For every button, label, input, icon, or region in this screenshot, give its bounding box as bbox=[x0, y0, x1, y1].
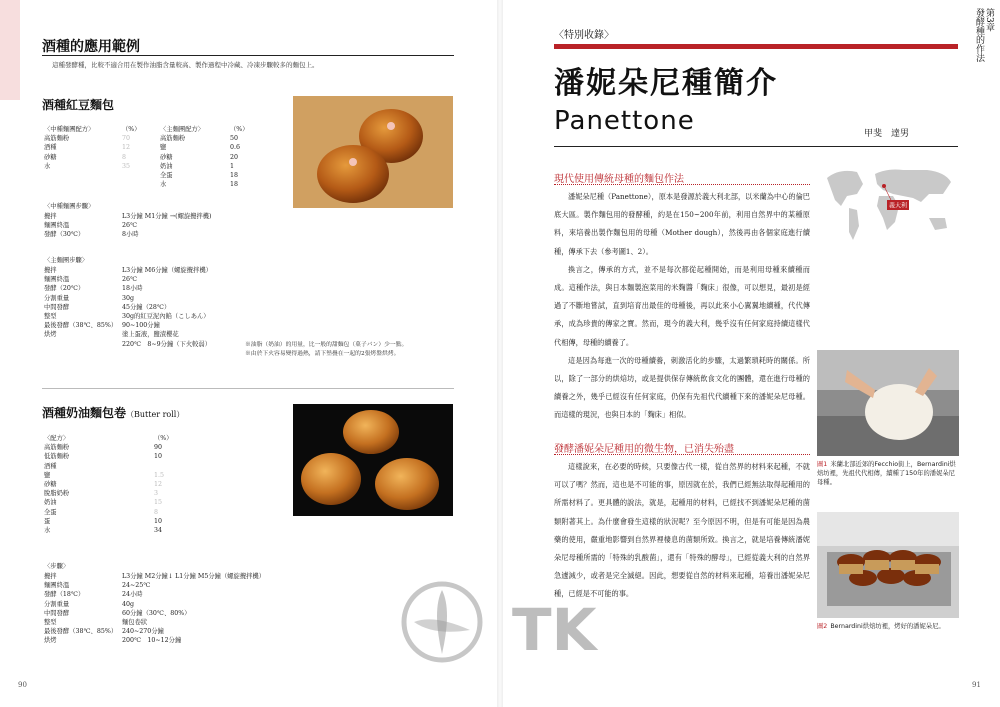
figure2-caption bbox=[817, 622, 959, 631]
recipe2-title bbox=[42, 404, 184, 421]
row-label: 〈中種麵團配方〉 bbox=[44, 126, 95, 133]
row-value: 40g bbox=[122, 600, 135, 608]
row-label: 高筋麵粉 bbox=[44, 135, 70, 143]
row-value: 12 bbox=[154, 481, 163, 489]
table-row bbox=[44, 212, 272, 221]
table-row bbox=[44, 609, 292, 618]
table-row bbox=[44, 340, 272, 349]
butter-roll-photo bbox=[293, 404, 453, 516]
divider bbox=[42, 388, 454, 389]
row-value: 45分鐘（28℃） bbox=[122, 303, 171, 311]
row-value bbox=[154, 462, 184, 471]
section1-underline bbox=[554, 184, 810, 185]
map-label-italy: 義大利 bbox=[888, 202, 908, 210]
row-label: 砂糖 bbox=[44, 153, 57, 161]
row-value: 60分鐘（30℃、80%） bbox=[122, 609, 191, 617]
row-value: 8小時 bbox=[122, 231, 139, 239]
row-value: L3分鐘 M2分鐘↓ L1分鐘 M5分鐘（螺旋攪拌機） bbox=[122, 573, 266, 580]
figure1-text: 米蘭北部近郊的Fecchio街上，Bernardini烘焙坊裡，先祖代代相傳，續種了150年的潘妮朵尼母種。 bbox=[817, 461, 956, 486]
table-row bbox=[44, 600, 292, 609]
row-value: 15 bbox=[154, 499, 163, 507]
table-row bbox=[44, 303, 272, 312]
recipe1-main-table bbox=[160, 125, 260, 189]
row-label: 中間發酵 bbox=[44, 303, 70, 311]
row-label: 麵團終溫 bbox=[44, 276, 70, 284]
red-bean-bun-photo bbox=[293, 96, 453, 208]
row-value: 10 bbox=[154, 453, 163, 461]
table-row bbox=[44, 134, 154, 143]
row-label: 〈主麵團配方〉 bbox=[160, 126, 205, 133]
row-value: L3分鐘 M1分鐘 →(螺旋攪拌機) bbox=[122, 213, 212, 220]
table-row bbox=[44, 627, 292, 636]
watermark-text: TK bbox=[512, 596, 597, 664]
table-row bbox=[44, 581, 292, 590]
row-label: 分割重量 bbox=[44, 294, 70, 302]
table-row bbox=[160, 153, 260, 162]
paragraph: 換言之，傳承的方式，並不是每次都從起種開始，而是利用母種來續種而成。這種作法，與日本麵製泡菜用的米麴醬「麴床」很像，可以想見，最初是經過了不斷地嘗試，直到培育出最佳的母種後，再以此來小心翼翼地續種，代代傳承，成為珍貴的傳家之寶。然而，現今的義大利，幾乎沒有任何家庭持續這樣代代相傳，母種的續養了。 bbox=[554, 264, 810, 347]
figure1-number: 圖1 bbox=[817, 461, 828, 468]
row-label: 攪拌 bbox=[44, 573, 57, 580]
figure2-number: 圖2 bbox=[817, 623, 828, 630]
row-value: 34 bbox=[154, 527, 163, 535]
row-label: 發酵（20℃） bbox=[44, 285, 85, 293]
row-label: 高筋麵粉 bbox=[160, 135, 186, 143]
row-label: 全蛋 bbox=[160, 172, 173, 180]
row-label: 水 bbox=[44, 162, 51, 170]
row-label: 奶油 bbox=[44, 499, 57, 507]
row-value: 10 bbox=[154, 517, 163, 525]
table-row bbox=[44, 312, 272, 321]
table-row bbox=[44, 275, 272, 284]
chapter-label bbox=[974, 8, 994, 62]
row-label: 攪拌 bbox=[44, 213, 57, 220]
row-label: 整型 bbox=[44, 313, 57, 321]
table-row bbox=[44, 636, 292, 645]
table-row bbox=[160, 125, 260, 134]
row-label: 分割重量 bbox=[44, 600, 70, 608]
recipe1-title: 酒種紅豆麵包 bbox=[42, 98, 115, 112]
row-value: （%） bbox=[154, 435, 173, 442]
row-label: 中間發酵 bbox=[44, 609, 70, 617]
paragraph: 潘妮朵尼種（Panettone），原本是發源於義大利北部，以米蘭為中心的倫巴底大區。製作麵包用的發酵種，約是在150~200年前，利用自然界中的某種原料，來培養出製作麵包用的母種（Mother dough），然後再由各個家庭進行續種，傳承下去（參考圖1、2）。 bbox=[554, 192, 810, 256]
row-value: （%） bbox=[230, 126, 249, 133]
tk-watermark-logo bbox=[400, 580, 620, 670]
row-value: 0.6 bbox=[230, 144, 241, 152]
chapter-number: 第3章 bbox=[984, 8, 994, 32]
row-label: 發酵（30℃） bbox=[44, 231, 85, 239]
row-value: 1.5 bbox=[154, 471, 165, 479]
recipe1-steps2-title: 〈主麵團步驟〉 bbox=[44, 257, 89, 264]
row-label: 酒種 bbox=[44, 144, 57, 152]
figure1-caption bbox=[817, 460, 959, 487]
table-row bbox=[44, 143, 154, 152]
row-value: 8 bbox=[122, 153, 127, 161]
table-row bbox=[44, 330, 272, 339]
row-value: 18小時 bbox=[122, 285, 143, 293]
table-row bbox=[44, 526, 194, 535]
table-row bbox=[44, 321, 272, 330]
row-value: 8 bbox=[154, 508, 159, 516]
table-row bbox=[44, 462, 194, 471]
table-row bbox=[44, 517, 194, 526]
section2-underline bbox=[554, 454, 810, 455]
row-label: 發酵（18℃） bbox=[44, 591, 85, 599]
table-row bbox=[44, 284, 272, 293]
row-label: 脫脂奶粉 bbox=[44, 490, 70, 498]
row-label: 高筋麵粉 bbox=[44, 444, 70, 452]
recipe1-note-1: ※油脂（奶油）的用量，比一般的甜麵包（菓子パン）少一點。 bbox=[245, 342, 408, 348]
chapter-title: 發酵種的作法 bbox=[974, 8, 984, 62]
table-row bbox=[44, 498, 194, 507]
table-row bbox=[44, 489, 194, 498]
row-value: 30g的紅豆泥內餡（こしあん） bbox=[122, 313, 210, 321]
world-map bbox=[817, 160, 959, 252]
row-label: 烘烤 bbox=[44, 331, 57, 339]
row-label: 低筋麵粉 bbox=[44, 453, 70, 461]
table-row bbox=[160, 180, 260, 189]
section-title: 酒種的應用範例 bbox=[42, 39, 140, 55]
recipe2-steps bbox=[44, 572, 292, 646]
section2-heading: 發酵潘妮朵尼種用的微生物，已消失殆盡 bbox=[554, 444, 734, 455]
table-row bbox=[44, 125, 154, 134]
row-label: 攪拌 bbox=[44, 267, 57, 274]
recipe1-starter-table bbox=[44, 125, 154, 171]
row-label: 鹽 bbox=[44, 471, 51, 479]
row-value: （%） bbox=[122, 126, 141, 133]
row-value: 26℃ bbox=[122, 222, 138, 230]
row-label: 鹽 bbox=[160, 144, 167, 152]
row-value: 18 bbox=[230, 172, 239, 180]
table-row bbox=[44, 162, 154, 171]
row-value: 12 bbox=[122, 144, 131, 152]
row-label: 〈配方〉 bbox=[44, 435, 70, 442]
row-label: 酒種 bbox=[44, 462, 57, 470]
row-label: 水 bbox=[44, 527, 51, 535]
table-row bbox=[44, 452, 194, 461]
recipe2-title-text: 酒種奶油麵包卷 bbox=[42, 406, 127, 420]
row-label: 蛋 bbox=[44, 517, 51, 525]
row-label: 麵團終溫 bbox=[44, 222, 70, 230]
row-value: 1 bbox=[230, 162, 235, 170]
row-label: 水 bbox=[160, 181, 167, 189]
table-row bbox=[44, 266, 272, 275]
table-row bbox=[44, 508, 194, 517]
recipe1-steps1-title: 〈中種麵團步驟〉 bbox=[44, 203, 95, 210]
panettone-photo bbox=[817, 512, 959, 618]
section-rule bbox=[42, 55, 454, 56]
table-row bbox=[160, 171, 260, 180]
recipe1-steps2 bbox=[44, 266, 272, 349]
row-label: 最後發酵（38℃、85%） bbox=[44, 628, 118, 636]
row-value: 18 bbox=[230, 181, 239, 189]
row-value: 麵包卷狀 bbox=[122, 619, 148, 627]
row-label: 烘烤 bbox=[44, 637, 57, 645]
recipe1-note-2: ※由於下火容易變得過熱，請下墊疊在一起的2張烤盤烘烤。 bbox=[245, 351, 400, 357]
title-rule bbox=[554, 146, 958, 147]
row-label: 奶油 bbox=[160, 162, 173, 170]
row-label: 砂糖 bbox=[44, 481, 57, 489]
row-label: 整型 bbox=[44, 619, 57, 627]
table-row bbox=[44, 443, 194, 452]
table-row bbox=[44, 572, 292, 581]
row-value: 24~25℃ bbox=[122, 582, 151, 590]
row-value: 70 bbox=[122, 135, 131, 143]
intro-text: 這種發酵種，比較不適合用在製作油脂含量較高、製作過程中冷藏、冷凍步驟較多的麵包上。 bbox=[52, 61, 319, 69]
row-label: 砂糖 bbox=[160, 153, 173, 161]
paragraph: 這樣說來，在必要的時候，只要像古代一樣，從自然界的材料來起種，不就可以了嗎？然而，這也是不可能的事，原因就在於，我們已經無法取得起種用的所需材料了。更具體的說法，就是，起種用的材料，已經找不到潘妮朵尼種的菌類附著其上。為什麼會發生這樣的狀況呢？至今原因不明，但是有可能是因為農藥的使用，嚴重地影響到自然界裡棲息的菌類所致。換言之，就是培養傳統潘妮朵尼母種所需的「特殊的乳酸菌」，還有「特殊的酵母」，已經從義大利的自然界急遽減少，或者是完全滅絕。因此，想要從自然的材料來起種，培養出潘妮朵尼種，已經是不可能的事。 bbox=[554, 462, 810, 599]
author: 甲斐 達男 bbox=[864, 129, 910, 139]
section1-heading: 現代使用傳統母種的麵包作法 bbox=[554, 174, 684, 185]
page-number-left: 90 bbox=[18, 681, 27, 689]
row-value: 220℃ 8~9分鐘（下火較弱） bbox=[122, 340, 212, 348]
special-tag: 〈特別收錄〉 bbox=[554, 30, 614, 41]
table-row bbox=[160, 143, 260, 152]
mother-dough-photo bbox=[817, 350, 959, 456]
table-row bbox=[44, 434, 194, 443]
title-red-bar bbox=[554, 44, 958, 49]
recipe2-steps-title: 〈步驟〉 bbox=[44, 563, 70, 570]
decorative-tab bbox=[0, 0, 20, 100]
row-label: 全蛋 bbox=[44, 508, 57, 516]
recipe1-steps1 bbox=[44, 212, 272, 240]
page-number-right: 91 bbox=[972, 681, 981, 689]
table-row bbox=[44, 590, 292, 599]
table-row bbox=[44, 153, 154, 162]
table-row bbox=[44, 618, 292, 627]
row-value: 塗上蛋液，鹽漬櫻花 bbox=[122, 331, 179, 339]
table-row bbox=[44, 230, 272, 239]
row-value: 20 bbox=[230, 153, 239, 161]
row-label: 最後發酵（38℃、85%） bbox=[44, 322, 118, 330]
article-latin-title: Panettone bbox=[554, 106, 695, 136]
row-label: 麵團終溫 bbox=[44, 582, 70, 590]
row-value: 200℃ 10~12分鐘 bbox=[122, 637, 182, 645]
table-row bbox=[44, 480, 194, 489]
row-value: 30g bbox=[122, 294, 135, 302]
article-title: 潘妮朵尼種簡介 bbox=[554, 66, 778, 101]
row-value: 24小時 bbox=[122, 591, 143, 599]
table-row bbox=[44, 471, 194, 480]
row-value: 90 bbox=[154, 444, 163, 452]
table-row bbox=[160, 134, 260, 143]
table-row bbox=[44, 294, 272, 303]
paragraph: 這是因為每進一次的母種續養，刺激活化的步驟，太過繁瑣耗時的關係。所以，除了一部分的烘焙坊，或是提供保存傳統飲食文化的團體，還在進行母種的續養之外，幾乎已經沒有任何家庭，仍保有先祖代代續種下來的潘妮朵尼母種。而這樣的現況，也與日本的「麴床」相似。 bbox=[554, 355, 810, 420]
table-row bbox=[44, 221, 272, 230]
row-value: 50 bbox=[230, 135, 239, 143]
recipe2-title-sub: （Butter roll） bbox=[126, 410, 185, 419]
row-value: 90~100分鐘 bbox=[122, 322, 160, 330]
row-value: 240~270分鐘 bbox=[122, 628, 164, 636]
row-value: 26℃ bbox=[122, 276, 138, 284]
row-value: 35 bbox=[122, 162, 131, 170]
recipe2-formula-table bbox=[44, 434, 194, 535]
figure2-text: Bernardini烘焙坊裡，烤好的潘妮朵尼。 bbox=[830, 623, 945, 630]
row-label bbox=[44, 340, 122, 349]
row-value: L3分鐘 M6分鐘（螺旋攪拌機） bbox=[122, 267, 212, 274]
table-row bbox=[160, 162, 260, 171]
section1-body bbox=[554, 188, 810, 425]
row-value: 3 bbox=[154, 490, 159, 498]
